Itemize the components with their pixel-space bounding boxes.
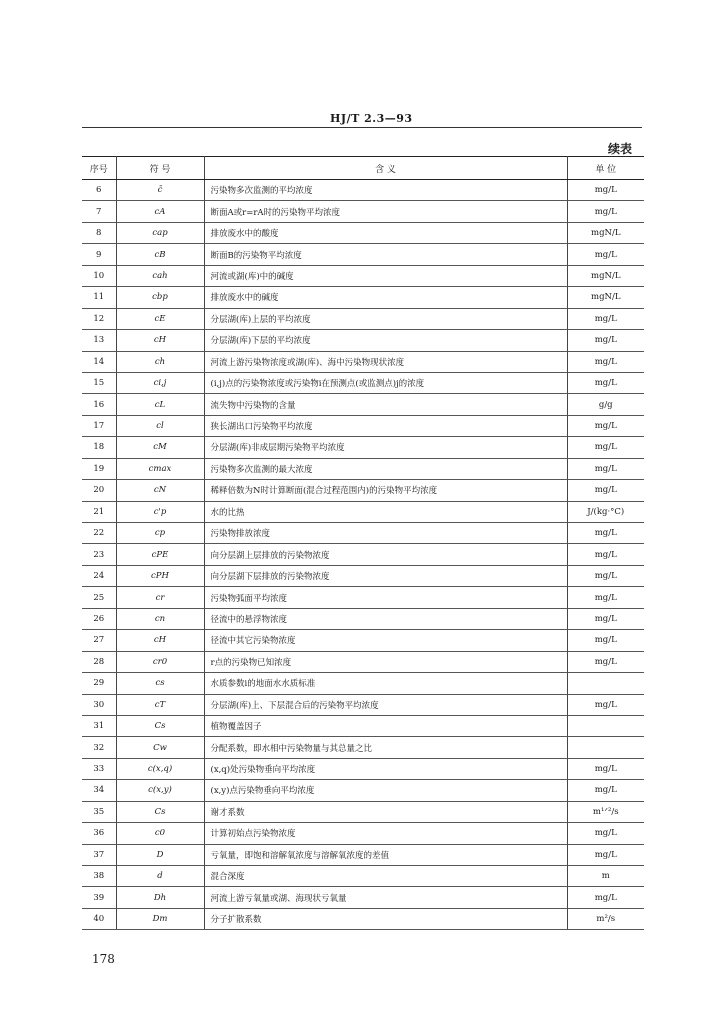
row-number: 17	[82, 415, 116, 436]
table-header-row	[82, 157, 644, 180]
row-unit: mgN/L	[567, 287, 644, 308]
row-number: 6	[82, 180, 116, 201]
row-symbol: cah	[116, 265, 204, 286]
row-unit: mg/L	[567, 458, 644, 479]
row-meaning: 排放废水中的碱度	[204, 287, 567, 308]
table-row	[82, 330, 644, 351]
table-row	[82, 608, 644, 629]
row-symbol: Dm	[116, 908, 204, 929]
row-symbol: ch	[116, 351, 204, 372]
table-row	[82, 673, 644, 694]
row-symbol: ci,j	[116, 372, 204, 393]
row-meaning: 污染物弧面平均浓度	[204, 587, 567, 608]
row-meaning: 排放废水中的酸度	[204, 222, 567, 243]
row-symbol: cPE	[116, 544, 204, 565]
row-number: 18	[82, 437, 116, 458]
row-number: 24	[82, 565, 116, 586]
row-number: 23	[82, 544, 116, 565]
row-symbol: D	[116, 844, 204, 865]
row-number: 33	[82, 758, 116, 779]
row-symbol: cl	[116, 415, 204, 436]
row-meaning: 计算初始点污染物浓度	[204, 823, 567, 844]
table-row	[82, 180, 644, 201]
table-row	[82, 287, 644, 308]
row-meaning: 河流上游亏氧量或湖、海现状亏氧量	[204, 887, 567, 908]
row-symbol: c(x,q)	[116, 758, 204, 779]
row-number: 30	[82, 694, 116, 715]
row-unit: mg/L	[567, 544, 644, 565]
col-header-meaning: 含 义	[204, 157, 567, 180]
table-row	[82, 587, 644, 608]
row-meaning: 向分层湖上层排放的污染物浓度	[204, 544, 567, 565]
row-unit: mg/L	[567, 480, 644, 501]
row-number: 11	[82, 287, 116, 308]
table-row	[82, 415, 644, 436]
row-unit: mg/L	[567, 201, 644, 222]
row-meaning: (i,j)点的污染物浓度或污染物i在预测点(或监测点)j的浓度	[204, 372, 567, 393]
table-row	[82, 501, 644, 522]
row-meaning: 径流中其它污染物浓度	[204, 630, 567, 651]
row-unit: mg/L	[567, 415, 644, 436]
row-unit: mg/L	[567, 351, 644, 372]
row-symbol: cn	[116, 608, 204, 629]
row-meaning: 向分层湖下层排放的污染物浓度	[204, 565, 567, 586]
row-symbol: c'p	[116, 501, 204, 522]
row-meaning: 亏氧量，即饱和溶解氧浓度与溶解氧浓度的差值	[204, 844, 567, 865]
row-unit	[567, 715, 644, 736]
row-symbol: Dh	[116, 887, 204, 908]
row-unit: mg/L	[567, 244, 644, 265]
table-row	[82, 201, 644, 222]
row-unit: mg/L	[567, 565, 644, 586]
row-meaning: 污染物多次监测的最大浓度	[204, 458, 567, 479]
row-unit	[567, 673, 644, 694]
row-meaning: 流失物中污染物的含量	[204, 394, 567, 415]
row-unit: mg/L	[567, 308, 644, 329]
row-meaning: 污染物排放浓度	[204, 523, 567, 544]
row-unit: mg/L	[567, 823, 644, 844]
table-row	[82, 523, 644, 544]
row-symbol: cs	[116, 673, 204, 694]
table-row	[82, 908, 644, 929]
row-symbol: Cs	[116, 715, 204, 736]
row-symbol: Cs	[116, 801, 204, 822]
table-row	[82, 715, 644, 736]
row-number: 14	[82, 351, 116, 372]
row-symbol: cr0	[116, 651, 204, 672]
row-symbol: cPH	[116, 565, 204, 586]
row-symbol: cE	[116, 308, 204, 329]
table-row	[82, 372, 644, 393]
row-number: 16	[82, 394, 116, 415]
row-unit: mg/L	[567, 844, 644, 865]
table-row	[82, 308, 644, 329]
row-meaning: 植物覆盖因子	[204, 715, 567, 736]
row-number: 29	[82, 673, 116, 694]
row-unit: J/(kg·°C)	[567, 501, 644, 522]
row-symbol: cp	[116, 523, 204, 544]
row-meaning: 狭长湖出口污染物平均浓度	[204, 415, 567, 436]
table-row	[82, 630, 644, 651]
row-meaning: 混合深度	[204, 866, 567, 887]
row-symbol: cA	[116, 201, 204, 222]
row-number: 22	[82, 523, 116, 544]
row-number: 36	[82, 823, 116, 844]
standard-header: HJ/T 2.3—93	[330, 112, 413, 125]
row-symbol: cT	[116, 694, 204, 715]
row-number: 34	[82, 780, 116, 801]
row-meaning: (x,y)点污染物垂向平均浓度	[204, 780, 567, 801]
table-row	[82, 544, 644, 565]
row-symbol: cN	[116, 480, 204, 501]
table-row	[82, 437, 644, 458]
row-unit: mg/L	[567, 523, 644, 544]
row-unit: mg/L	[567, 651, 644, 672]
row-unit: mgN/L	[567, 265, 644, 286]
row-number: 9	[82, 244, 116, 265]
row-meaning: 分子扩散系数	[204, 908, 567, 929]
row-symbol: c(x,y)	[116, 780, 204, 801]
row-symbol: cL	[116, 394, 204, 415]
col-header-symbol: 符 号	[116, 157, 204, 180]
row-number: 10	[82, 265, 116, 286]
table-row	[82, 351, 644, 372]
row-number: 37	[82, 844, 116, 865]
table-row	[82, 780, 644, 801]
table-row	[82, 458, 644, 479]
col-header-number: 序号	[82, 157, 116, 180]
row-number: 27	[82, 630, 116, 651]
row-symbol: c̄	[116, 180, 204, 201]
row-meaning: 分配系数，即水相中污染物量与其总量之比	[204, 737, 567, 758]
row-meaning: 水的比热	[204, 501, 567, 522]
row-meaning: 稀释倍数为N时计算断面(混合过程范围内)的污染物平均浓度	[204, 480, 567, 501]
table-row	[82, 694, 644, 715]
row-meaning: 谢才系数	[204, 801, 567, 822]
row-meaning: 径流中的悬浮物浓度	[204, 608, 567, 629]
row-meaning: 河流或湖(库)中的碱度	[204, 265, 567, 286]
row-symbol: c0	[116, 823, 204, 844]
row-number: 25	[82, 587, 116, 608]
row-number: 20	[82, 480, 116, 501]
table-row	[82, 758, 644, 779]
table-row	[82, 737, 644, 758]
row-unit: mg/L	[567, 608, 644, 629]
row-symbol: cM	[116, 437, 204, 458]
row-symbol: cbp	[116, 287, 204, 308]
row-unit: mg/L	[567, 180, 644, 201]
symbol-table	[82, 156, 644, 930]
row-unit: mg/L	[567, 330, 644, 351]
row-meaning: 断面B的污染物平均浓度	[204, 244, 567, 265]
row-meaning: 污染物多次监测的平均浓度	[204, 180, 567, 201]
row-meaning: 断面A或r=rA时的污染物平均浓度	[204, 201, 567, 222]
row-unit: mg/L	[567, 372, 644, 393]
row-number: 12	[82, 308, 116, 329]
row-meaning: (x,q)处污染物垂向平均浓度	[204, 758, 567, 779]
row-meaning: 分层湖(库)上、下层混合后的污染物平均浓度	[204, 694, 567, 715]
header-rule	[82, 127, 642, 128]
row-symbol: cB	[116, 244, 204, 265]
row-symbol: cmax	[116, 458, 204, 479]
table-row	[82, 887, 644, 908]
row-symbol: cH	[116, 630, 204, 651]
table-row	[82, 394, 644, 415]
row-number: 21	[82, 501, 116, 522]
row-meaning: 分层湖(库)上层的平均浓度	[204, 308, 567, 329]
table-row	[82, 480, 644, 501]
row-unit: mg/L	[567, 587, 644, 608]
table-row	[82, 823, 644, 844]
row-unit: m²/s	[567, 908, 644, 929]
page-number: 178	[92, 952, 115, 966]
row-symbol: cH	[116, 330, 204, 351]
table-row	[82, 565, 644, 586]
row-meaning: 分层湖(库)下层的平均浓度	[204, 330, 567, 351]
row-unit: g/g	[567, 394, 644, 415]
row-unit: mg/L	[567, 758, 644, 779]
row-number: 40	[82, 908, 116, 929]
row-number: 32	[82, 737, 116, 758]
row-symbol: cr	[116, 587, 204, 608]
row-meaning: 水质参数i的地面水水质标准	[204, 673, 567, 694]
table-row	[82, 866, 644, 887]
row-number: 19	[82, 458, 116, 479]
table-row	[82, 222, 644, 243]
row-number: 39	[82, 887, 116, 908]
table-row	[82, 651, 644, 672]
row-number: 13	[82, 330, 116, 351]
row-unit	[567, 737, 644, 758]
row-unit: mg/L	[567, 694, 644, 715]
row-unit: mg/L	[567, 630, 644, 651]
row-unit: mg/L	[567, 780, 644, 801]
row-number: 8	[82, 222, 116, 243]
row-number: 28	[82, 651, 116, 672]
row-unit: mg/L	[567, 437, 644, 458]
row-meaning: 河流上游污染物浓度或湖(库)、海中污染物现状浓度	[204, 351, 567, 372]
row-meaning: 分层湖(库)非成层期污染物平均浓度	[204, 437, 567, 458]
row-symbol: cap	[116, 222, 204, 243]
row-number: 38	[82, 866, 116, 887]
table-row	[82, 265, 644, 286]
table-row	[82, 844, 644, 865]
row-number: 26	[82, 608, 116, 629]
row-unit: m	[567, 866, 644, 887]
table-row	[82, 244, 644, 265]
row-unit: mgN/L	[567, 222, 644, 243]
row-symbol: Cw	[116, 737, 204, 758]
row-number: 7	[82, 201, 116, 222]
row-symbol: d	[116, 866, 204, 887]
continued-label: 续表	[608, 142, 633, 156]
row-number: 31	[82, 715, 116, 736]
table-row	[82, 801, 644, 822]
row-unit: mg/L	[567, 887, 644, 908]
row-number: 15	[82, 372, 116, 393]
row-number: 35	[82, 801, 116, 822]
col-header-unit: 单 位	[567, 157, 644, 180]
row-meaning: r点的污染物已知浓度	[204, 651, 567, 672]
row-unit: m¹ᐟ²/s	[567, 801, 644, 822]
